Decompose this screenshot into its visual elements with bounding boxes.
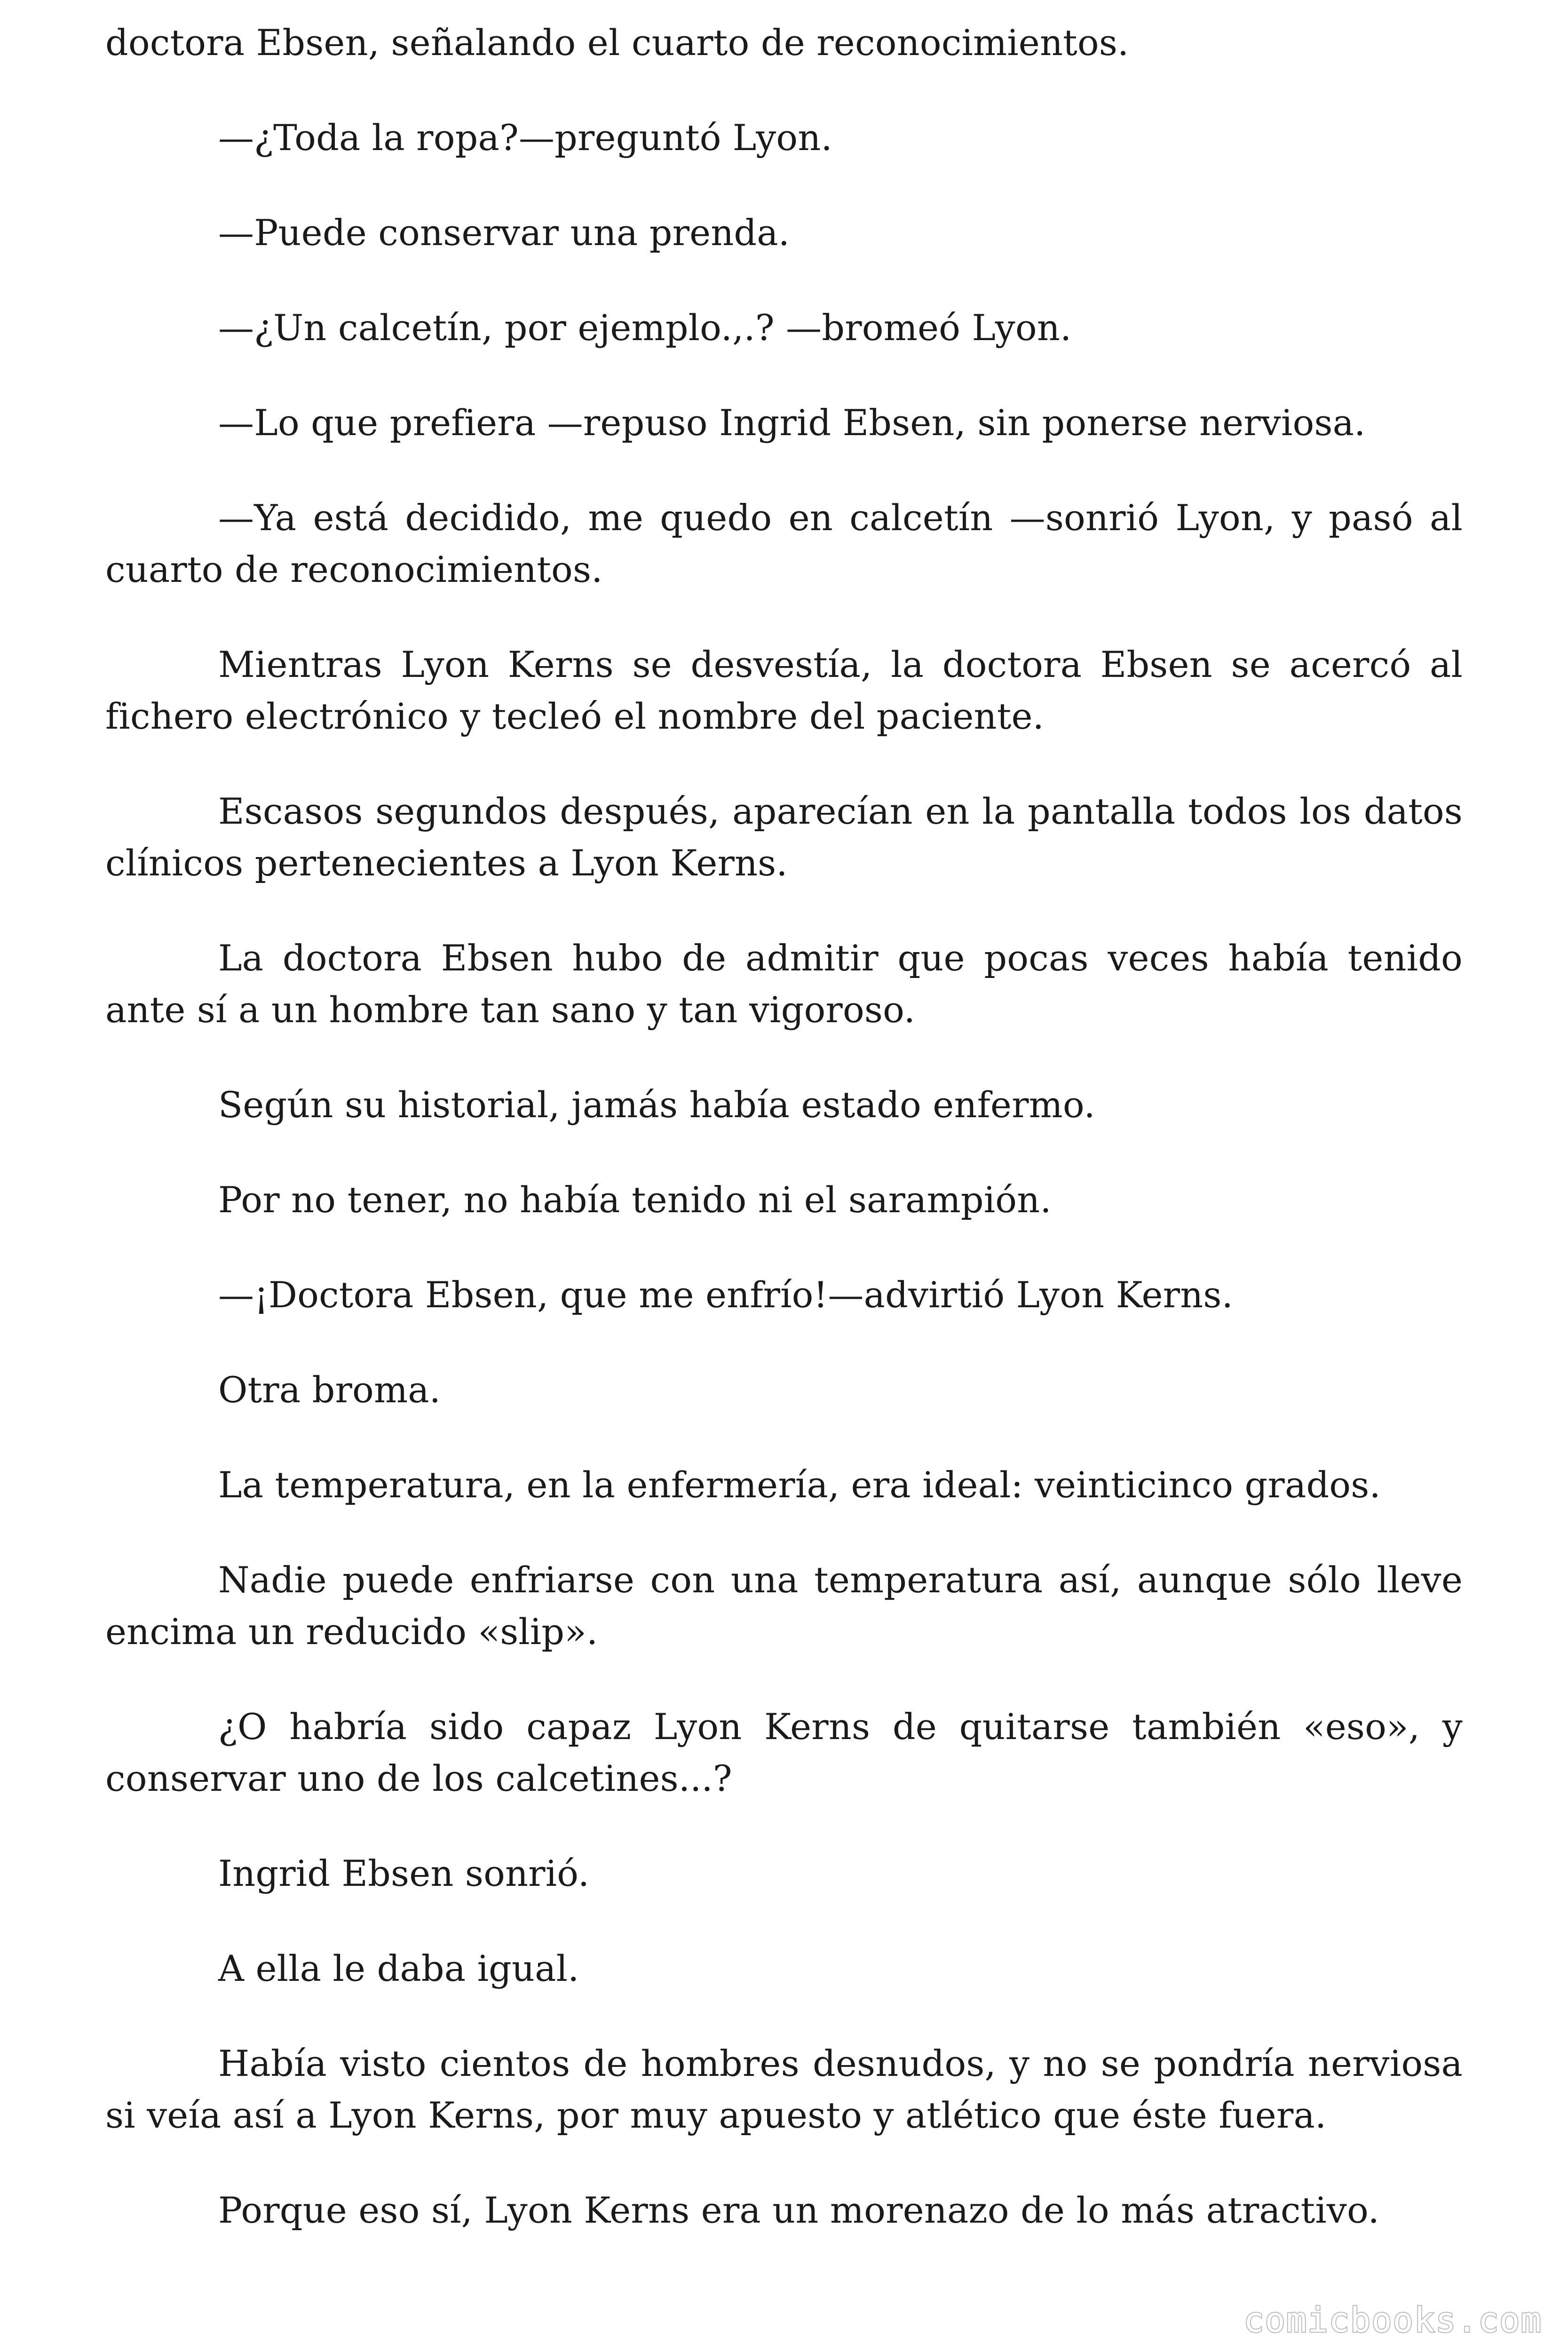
paragraph: —¿Un calcetín, por ejemplo.,.? —bromeó Lyon.: [218, 307, 1072, 349]
paragraph: —¿Toda la ropa?—preguntó Lyon.: [218, 117, 832, 159]
paragraph: La doctora Ebsen hubo de admitir que pocas veces había tenido ante sí a un hombre tan sano y tan vigoroso.: [105, 937, 1463, 1031]
paragraph: —Puede conservar una prenda.: [218, 212, 790, 254]
paragraph: —¡Doctora Ebsen, que me enfrío!—advirtió Lyon Kerns.: [218, 1274, 1233, 1316]
watermark: comicbooks.com: [1243, 2300, 1542, 2340]
paragraph: Escasos segundos después, aparecían en la pantalla todos los datos clínicos pertenecientes a Lyon Kerns.: [105, 790, 1463, 884]
paragraph: Según su historial, jamás había estado enfermo.: [218, 1084, 1095, 1126]
paragraph: Había visto cientos de hombres desnudos, y no se pondría nerviosa si veía así a Lyon Kerns, por muy apuesto y atlético que éste fuera.: [105, 2042, 1463, 2136]
paragraph: Otra broma.: [218, 1369, 441, 1411]
paragraph: Mientras Lyon Kerns se desvestía, la doctora Ebsen se acercó al fichero electrónico y tecleó el nombre del paciente.: [105, 644, 1463, 737]
paragraph: Nadie puede enfriarse con una temperatura así, aunque sólo lleve encima un reducido «slip».: [105, 1559, 1463, 1653]
paragraph: A ella le daba igual.: [218, 1947, 579, 1989]
paragraph: —Ya está decidido, me quedo en calcetín —sonrió Lyon, y pasó al cuarto de reconocimientos.: [105, 497, 1463, 590]
paragraph: Porque eso sí, Lyon Kerns era un morenazo de lo más atractivo.: [218, 2189, 1380, 2231]
paragraph: Ingrid Ebsen sonrió.: [218, 1852, 590, 1894]
paragraph: doctora Ebsen, señalando el cuarto de reconocimientos.: [105, 22, 1129, 64]
body-text: [105, 17, 1463, 2236]
paragraph: Por no tener, no había tenido ni el sarampión.: [218, 1179, 1052, 1221]
paragraph: La temperatura, en la enfermería, era ideal: veinticinco grados.: [218, 1464, 1381, 1506]
paragraph: —Lo que prefiera —repuso Ingrid Ebsen, sin ponerse nerviosa.: [218, 402, 1366, 444]
paragraph: ¿O habría sido capaz Lyon Kerns de quitarse también «eso», y conservar uno de los calcetines...?: [105, 1706, 1463, 1799]
